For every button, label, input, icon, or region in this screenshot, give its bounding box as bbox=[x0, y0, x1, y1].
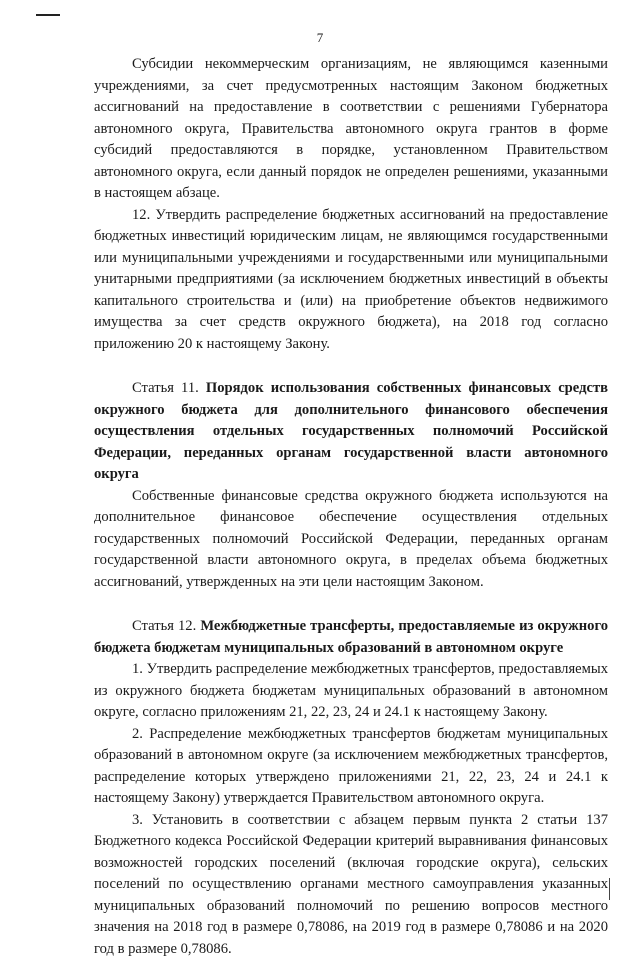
scan-mark-top bbox=[36, 14, 60, 16]
article-12-label: Статья 12. bbox=[132, 618, 200, 634]
article-11-title: Порядок использования собственных финансовых средств окружного бюджета для дополнительного финансового обеспечения осуществления отдельных государственных полномочий Российской Федерации, переданных органам государственной власти автономного округа bbox=[94, 380, 608, 482]
article-12-item-1: 1. Утвердить распределение межбюджетных трансфертов, предоставляемых из окружного бюджета бюджетам муниципальных образований в автономном округе, согласно приложениям 21, 22, 23, 24 и 24.1 к настоящему Закону. bbox=[94, 659, 608, 724]
article-11-label: Статья 11. bbox=[132, 380, 206, 396]
paragraph-item-12: 12. Утвердить распределение бюджетных ассигнований на предоставление бюджетных инвестиций юридическим лицам, не являющимся государственными или муниципальными учреждениями и государственными или муниципальными унитарными предприятиями (за исключением бюджетных инвестиций в объекты капитального строительства и (или) на приобретение объектов недвижимого имущества за счет средств окружного бюджета), на 2018 год согласно приложению 20 к настоящему Закону. bbox=[94, 205, 608, 356]
article-11-heading bbox=[94, 378, 608, 486]
page-number: 7 bbox=[0, 30, 640, 46]
article-11-text: Собственные финансовые средства окружного бюджета используются на дополнительное финансовое обеспечение осуществления отдельных государственных полномочий Российской Федерации, переданных органам государственной власти автономного округа, в пределах объема бюджетных ассигнований, утвержденных на эти цели настоящим Законом. bbox=[94, 486, 608, 594]
article-12-heading bbox=[94, 616, 608, 659]
document-body bbox=[94, 54, 608, 960]
article-12-title: Межбюджетные трансферты, предоставляемые из окружного бюджета бюджетам муниципальных образований в автономном округе bbox=[94, 618, 608, 656]
paragraph-subsidies: Субсидии некоммерческим организациям, не являющимся казенными учреждениями, за счет предусмотренных настоящим Законом бюджетных ассигнований на предоставление в соответствии с решениями Губернатора автономного округа, Правительства автономного округа грантов в форме субсидий предоставляются в порядке, установленном Правительством автономного округа, если данный порядок не определен решениями, указанными в настоящем абзаце. bbox=[94, 54, 608, 205]
article-12-item-3: 3. Установить в соответствии с абзацем первым пункта 2 статьи 137 Бюджетного кодекса Российской Федерации критерий выравнивания финансовых возможностей городских поселений (включая городские округа), сельских поселений по осуществлению органами местного самоуправления указанных муниципальных образований полномочий по решению вопросов местного значения на 2018 год в размере 0,78086, на 2019 год в размере 0,78086 и на 2020 год в размере 0,78086. bbox=[94, 810, 608, 960]
article-12-item-2: 2. Распределение межбюджетных трансфертов бюджетам муниципальных образований в автономном округе (за исключением межбюджетных трансфертов, распределение которых утверждено приложениями 21, 22, 23, 24 и 24.1 к настоящему Закону) утверждается Правительством автономного округа. bbox=[94, 724, 608, 810]
scan-mark-bottom bbox=[609, 878, 610, 900]
